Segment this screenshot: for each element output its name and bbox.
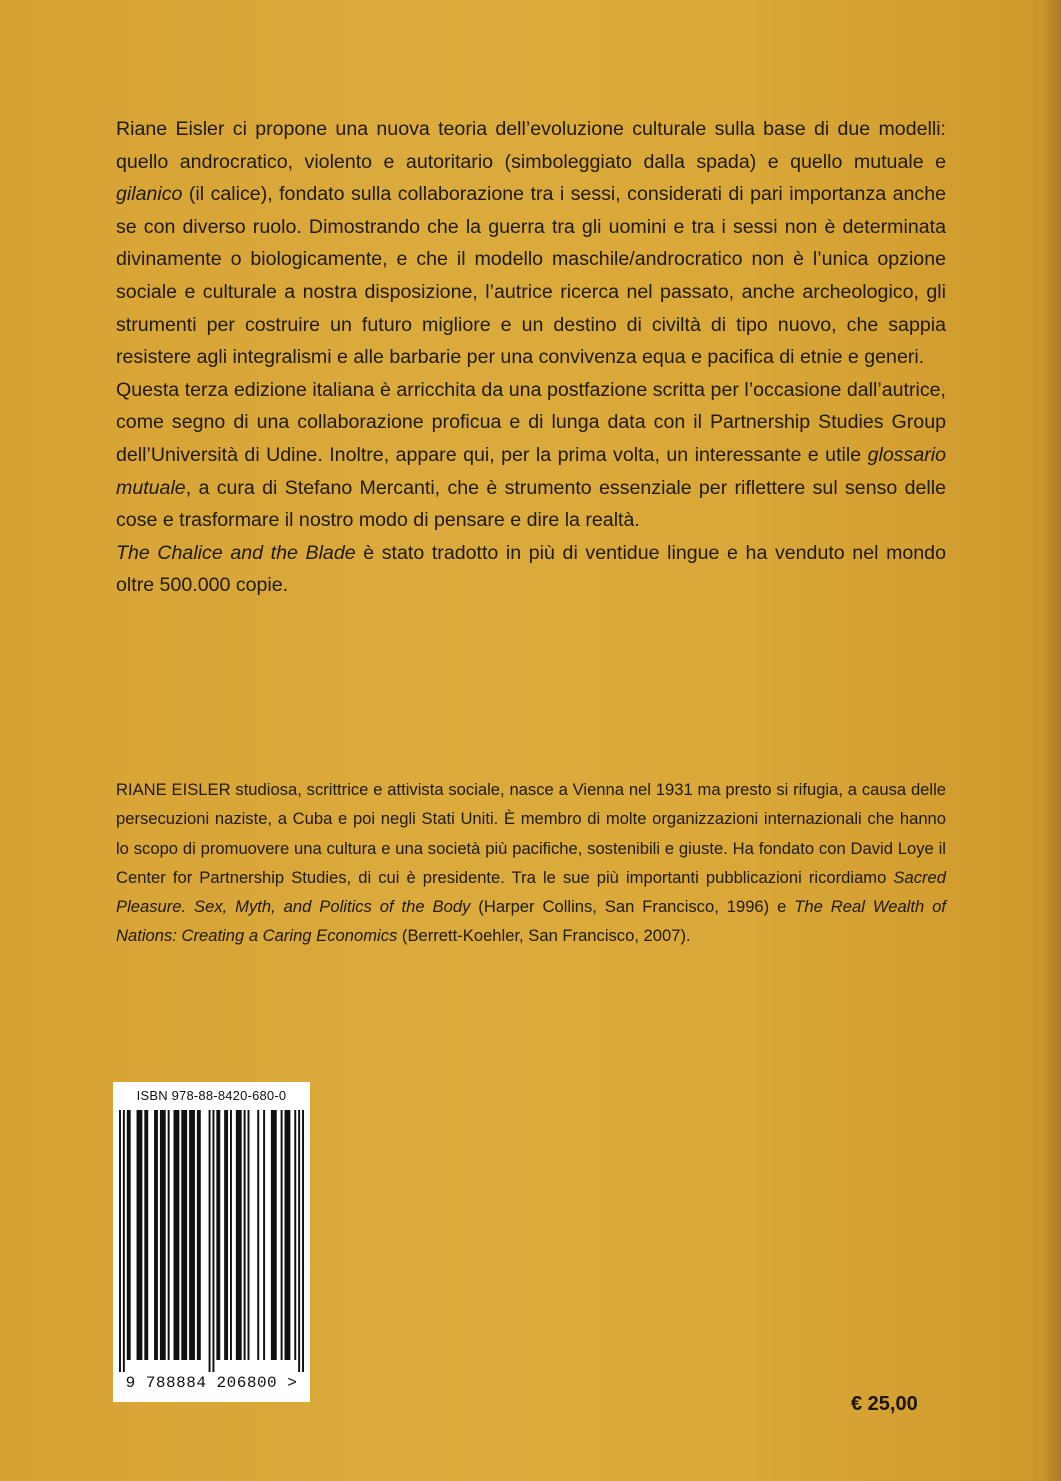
author-bio	[116, 775, 946, 951]
gilanico-term: gilanico	[116, 183, 183, 206]
barcode-bar	[298, 1110, 300, 1372]
barcode-bar	[302, 1110, 304, 1372]
blurb-paragraph-2: Questa terza edizione italiana è arricchita da una postfazione scritta per l’occasione dall’autrice, come segno di una collaborazione proficua e di lunga data con il Partnership Studies Group dell’Università di Udine. Inoltre, appare qui, per la prima volta, un interessante e utile glossario mutuale, a cura di Stefano Mercanti, che è strumento essenziale per riflettere sul senso delle cose e trasformare il nostro modo di pensare e dire la realtà.	[116, 378, 946, 532]
barcode-bar	[263, 1110, 265, 1360]
glossario-term: glossario mutuale	[116, 443, 946, 499]
blurb-text	[116, 113, 946, 602]
barcode-bar	[224, 1110, 228, 1360]
barcode-bar	[209, 1110, 211, 1372]
price-label: € 25,00	[851, 1393, 918, 1415]
barcode-bar	[257, 1110, 259, 1360]
barcode-bar	[137, 1110, 143, 1360]
barcode-bar	[181, 1110, 187, 1360]
author-bio-paragraph: RIANE EISLER studiosa, scrittrice e attivista sociale, nasce a Vienna nel 1931 ma presto si rifugia, a causa delle persecuzioni naziste, a Cuba e poi negli Stati Uniti. È membro di molte organizzazioni internazionali che hanno lo scopo di promuovere una cultura e una società più pacifiche, sostenibili e giuste. Ha fondato con David Loye il Center for Partnership Studies, di cui è presidente. Tra le sue più importanti pubblicazioni ricordiamo Sacred Pleasure. Sex, Myth, and Politics of the Body (Harper Collins, San Francisco, 1996) e The Real Wealth of Nations: Creating a Caring Economics (Berrett-Koehler, San Francisco, 2007).	[116, 780, 947, 946]
barcode-bar	[294, 1110, 296, 1360]
original-title: The Chalice and the Blade	[116, 541, 356, 564]
barcode-box	[113, 1082, 310, 1402]
barcode-digits: 9 788884 206800 >	[125, 1374, 298, 1392]
barcode-bar	[123, 1110, 125, 1372]
barcode-bar	[212, 1110, 214, 1372]
barcode-bar	[248, 1110, 250, 1360]
blurb-paragraph-3: The Chalice and the Blade è stato tradotto in più di ventidue lingue e ha venduto nel mondo oltre 500.000 copie.	[116, 541, 946, 597]
book-title-1: Sacred Pleasure. Sex, Myth, and Politics of the Body	[116, 867, 946, 917]
barcode-bar	[119, 1110, 121, 1372]
barcode-bar	[285, 1110, 291, 1360]
barcode-bar	[281, 1110, 283, 1360]
barcode-bar	[271, 1110, 277, 1360]
barcode-bar	[216, 1110, 220, 1360]
author-name: RIANE EISLER	[116, 780, 231, 799]
barcode-bar	[244, 1110, 246, 1360]
barcode-icon	[119, 1110, 304, 1372]
barcode-bar	[144, 1110, 148, 1360]
barcode-bar	[197, 1110, 201, 1360]
barcode-bar	[189, 1110, 195, 1360]
blurb-paragraph-1: Riane Eisler ci propone una nuova teoria dell’evoluzione culturale sulla base di due modelli: quello androcratico, violento e autoritario (simboleggiato dalla spada) e quello mutuale e gilanico (il calice), fondato sulla collaborazione tra i sessi, considerati di pari importanza anche se con diverso ruolo. Dimostrando che la guerra tra gli uomini e tra i sessi non è determinata divinamente o biologicamente, e che il modello maschile/androcratico non è l’unica opzione sociale e culturale a nostra disposizione, l’autrice ricerca nel passato, anche archeologico, gli strumenti per costruire un futuro migliore e un destino di civiltà di tipo nuovo, che sappia resistere agli integralismi e alle barbarie per una convivenza equa e pacifica di etnie e generi.	[116, 118, 946, 369]
book-title-2: The Real Wealth of Nations: Creating a Caring Economics	[116, 897, 946, 946]
barcode-bar	[236, 1110, 242, 1360]
barcode-bar	[154, 1110, 158, 1360]
spine-edge	[1039, 0, 1061, 1481]
barcode-bar	[230, 1110, 232, 1360]
barcode-bar	[127, 1110, 131, 1360]
barcode-bar	[174, 1110, 180, 1360]
barcode-bar	[168, 1110, 170, 1360]
barcode-bar	[160, 1110, 166, 1360]
isbn-label: ISBN 978-88-8420-680-0	[136, 1088, 287, 1103]
